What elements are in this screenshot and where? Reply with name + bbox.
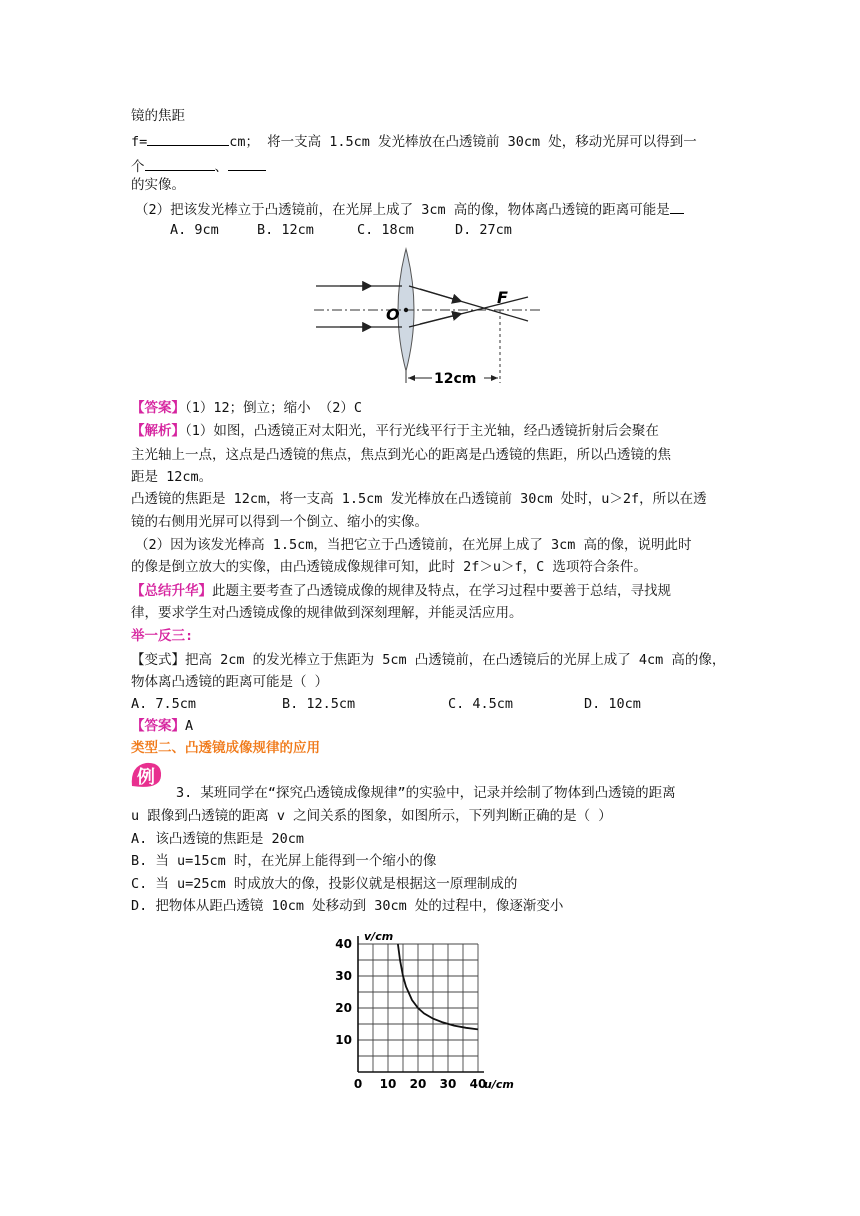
analysis-line3: 距是 12cm。 [131,469,213,485]
summary-line1: 【总结升华】此题主要考查了凸透镜成像的规律及特点，在学习过程中要善于总结，寻找规 [131,583,671,599]
y-tick-label: 30 [335,969,352,983]
q2-option-c: C. 18cm [357,222,414,238]
answer1-tag: 【答案】 [131,400,185,416]
q1-line3-prefix: 个 [131,159,145,175]
y-tick-label: 40 [335,937,352,951]
practice-option-a: A. 7.5cm [131,696,197,712]
x-tick-label: 30 [439,1077,457,1090]
q1-line2-prefix: f= [131,134,148,150]
q2-line [135,199,684,220]
answer1-line [131,398,362,418]
y-tick-label: 10 [335,1033,352,1047]
uv-curve [398,944,478,1029]
focal-length-blank[interactable] [147,131,229,146]
q3-line1: 3. 某班同学在“探究凸透镜成像规律”的实验中，记录并绘制了物体到凸透镜的距离 [176,785,676,801]
x-tick-label: 0 [353,1077,363,1090]
q2-text: （2）把该发光棒立于凸透镜前，在光屏上成了 3cm 高的像，物体离凸透镜的距离可能是 [135,202,670,218]
practice-answer-text: A [185,718,194,734]
q3-line2: u 跟像到凸透镜的距离 v 之间关系的图象，如图所示，下列判断正确的是（ ） [131,808,612,824]
q2-answer-blank[interactable] [670,199,684,214]
q1-line1: 镜的焦距 [131,108,185,124]
analysis-line6: （2）因为该发光棒高 1.5cm，当把它立于凸透镜前，在光屏上成了 3cm 高的像，说明此时 [135,537,692,553]
focus-label: F [497,288,508,307]
x-tick-label: 20 [409,1077,427,1090]
x-tick-label: 10 [379,1077,397,1090]
practice-heading: 举一反三: [131,628,194,644]
q1-line4: 的实像。 [131,177,185,193]
analysis-line2: 主光轴上一点，这点是凸透镜的焦点，焦点到光心的距离是凸透镜的焦距，所以凸透镜的焦 [131,447,671,463]
center-label: O [386,305,400,324]
lens-diagram [310,245,550,385]
q2-option-d: D. 27cm [455,222,512,238]
image-orientation-blank[interactable] [145,156,215,171]
q2-option-a: A. 9cm [170,222,219,238]
summary-tag: 【总结升华】 [131,583,212,599]
practice-option-b: B. 12.5cm [282,696,356,712]
q2-option-b: B. 12cm [257,222,314,238]
q3-option-a: A. 该凸透镜的焦距是 20cm [131,831,305,847]
analysis-line1: 【解析】（1）如图，凸透镜正对太阳光，平行光线平行于主光轴，经凸透镜折射后会聚在 [131,423,659,439]
example-badge-label: 例 [137,767,155,788]
example-badge-icon [128,760,164,792]
q3-option-b: B. 当 u=15cm 时，在光屏上能得到一个缩小的像 [131,853,437,869]
x-axis-label: u/cm [484,1078,514,1090]
q1-line3-sep: 、 [214,159,228,175]
q3-option-c: C. 当 u=25cm 时成放大的像，投影仪就是根据这一原理制成的 [131,876,518,892]
practice-answer-tag: 【答案】 [131,718,185,734]
analysis-line5: 镜的右侧用光屏可以得到一个倒立、缩小的实像。 [131,514,428,530]
practice-option-c: C. 4.5cm [448,696,514,712]
answer1-text: （1）12；倒立；缩小 （2）C [185,400,363,416]
distance-label: 12cm [434,371,477,385]
analysis-tag: 【解析】 [131,423,185,439]
practice-line1: 【变式】把高 2cm 的发光棒立于焦距为 5cm 凸透镜前，在凸透镜后的光屏上成了 4cm 高的像， [131,652,726,668]
practice-option-d: D. 10cm [584,696,641,712]
q1-line2 [131,131,697,152]
practice-answer-line [131,716,193,736]
x-tick-label: 40 [469,1077,487,1090]
type2-heading: 类型二、凸透镜成像规律的应用 [131,740,320,756]
practice-line2: 物体离凸透镜的距离可能是（ ） [131,674,329,690]
summary-line2: 律，要求学生对凸透镜成像的规律做到深刻理解，并能灵活应用。 [131,605,523,621]
q1-line3 [131,156,266,177]
y-axis-label: v/cm [364,930,394,943]
analysis-line7: 的像是倒立放大的实像，由凸透镜成像规律可知，此时 2f＞u＞f，C 选项符合条件。 [131,559,647,575]
uv-graph [330,920,530,1090]
q3-option-d: D. 把物体从距凸透镜 10cm 处移动到 30cm 处的过程中，像逐渐变小 [131,898,564,914]
analysis-line4: 凸透镜的焦距是 12cm，将一支高 1.5cm 发光棒放在凸透镜前 30cm 处时，u＞2f，所以在透 [131,491,707,507]
y-tick-label: 20 [335,1001,352,1015]
image-size-blank[interactable] [228,156,266,171]
q1-line2-mid: cm； 将一支高 1.5cm 发光棒放在凸透镜前 30cm 处，移动光屏可以得到一 [229,134,697,150]
